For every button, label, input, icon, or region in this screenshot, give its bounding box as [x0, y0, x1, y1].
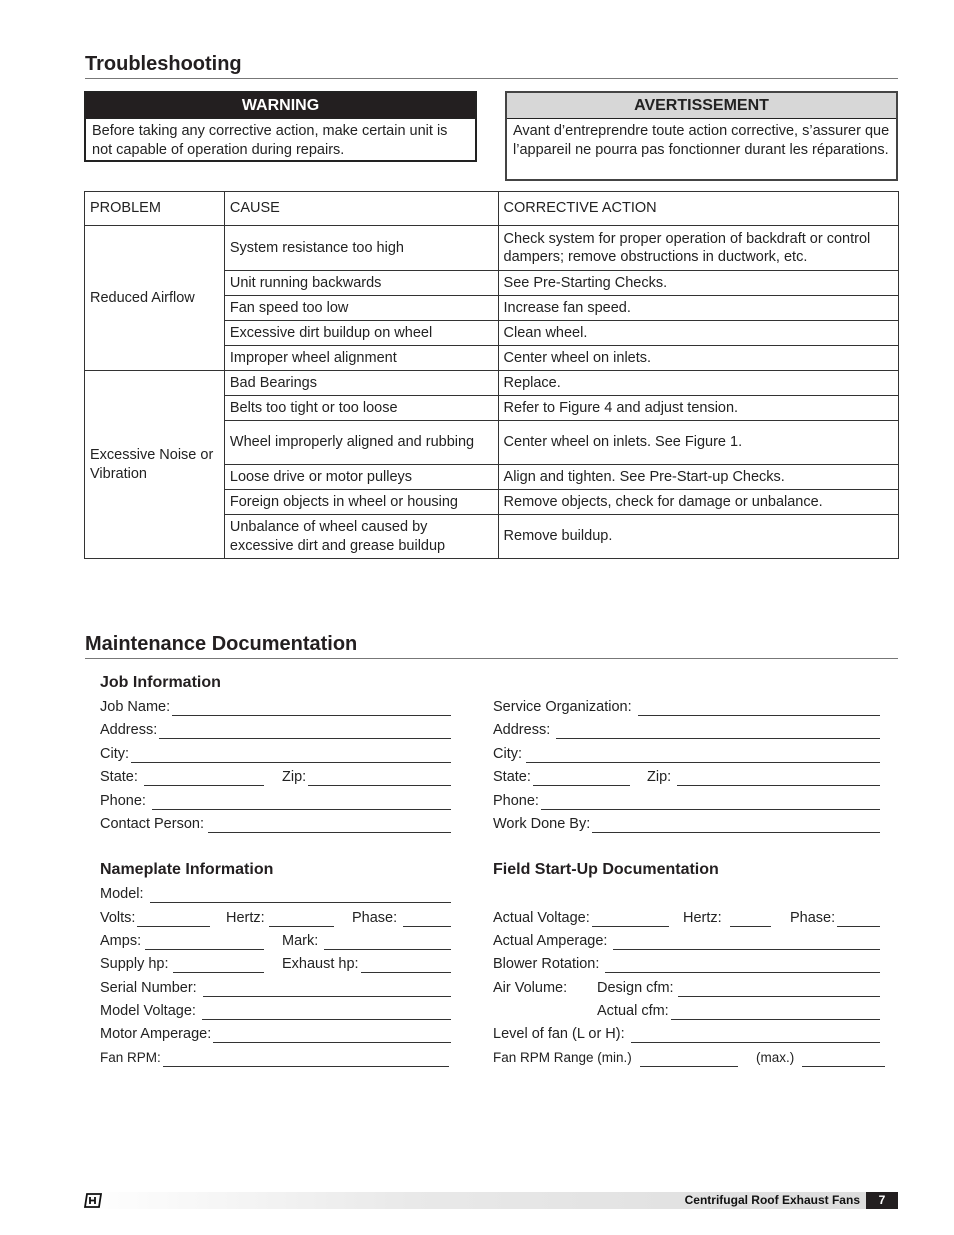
service-org-field[interactable]: [493, 698, 880, 716]
job-name-field[interactable]: [100, 698, 451, 716]
serial-field[interactable]: [100, 979, 451, 997]
motor-amperage-label: Motor Amperage:: [100, 1026, 212, 1042]
model-field[interactable]: [100, 885, 451, 903]
actual-voltage-field[interactable]: [493, 909, 669, 927]
cause-cell: Excessive dirt buildup on wheel: [224, 321, 498, 346]
work-done-field[interactable]: [493, 815, 880, 833]
fan-level-label: Level of fan (L or H):: [493, 1026, 625, 1042]
job-zip-label: Zip:: [282, 769, 307, 785]
job-address-label: Address:: [100, 722, 158, 738]
job-contact-field[interactable]: [100, 815, 451, 833]
cause-cell: Unit running backwards: [224, 271, 498, 296]
blower-rotation-label: Blower Rotation:: [493, 956, 600, 972]
field-phase-label: Phase:: [790, 910, 836, 926]
hertz-field[interactable]: [226, 909, 334, 927]
field-phase-field[interactable]: [790, 909, 880, 927]
table-row: [85, 226, 899, 271]
action-cell: Clean wheel.: [498, 321, 898, 346]
header-cause: CAUSE: [224, 192, 498, 226]
service-phone-label: Phone:: [493, 793, 539, 809]
model-voltage-label: Model Voltage:: [100, 1003, 196, 1019]
avertissement-box: [505, 91, 898, 181]
supply-hp-field[interactable]: [100, 955, 264, 973]
action-cell: See Pre-Starting Checks.: [498, 271, 898, 296]
avertissement-header: AVERTISSEMENT: [507, 93, 896, 118]
volts-field[interactable]: [100, 909, 210, 927]
volts-label: Volts:: [100, 910, 136, 926]
warning-header: WARNING: [86, 93, 475, 118]
action-cell: Refer to Figure 4 and adjust tension.: [498, 396, 898, 421]
service-zip-field[interactable]: [647, 768, 880, 786]
job-name-label: Job Name:: [100, 699, 171, 715]
action-cell: Center wheel on inlets.: [498, 346, 898, 371]
model-voltage-field[interactable]: [100, 1002, 451, 1020]
actual-cfm-label: Actual cfm:: [597, 1003, 669, 1019]
problem-cell: Excessive Noise or Vibration: [85, 371, 225, 559]
cause-cell: Fan speed too low: [224, 296, 498, 321]
cause-cell: Wheel improperly aligned and rubbing: [224, 421, 498, 465]
job-state-label: State:: [100, 769, 138, 785]
service-address-label: Address:: [493, 722, 551, 738]
service-city-label: City:: [493, 746, 522, 762]
cause-cell: Loose drive or motor pulleys: [224, 465, 498, 490]
header-problem: PROBLEM: [85, 192, 225, 226]
design-cfm-label: Design cfm:: [597, 980, 674, 996]
actual-cfm-field[interactable]: [597, 1002, 880, 1020]
field-hertz-field[interactable]: [683, 909, 771, 927]
serial-label: Serial Number:: [100, 980, 197, 996]
brand-logo-icon: [84, 1193, 102, 1208]
exhaust-hp-field[interactable]: [282, 955, 451, 973]
job-zip-field[interactable]: [282, 768, 451, 786]
action-cell: Increase fan speed.: [498, 296, 898, 321]
action-cell: Replace.: [498, 371, 898, 396]
service-state-field[interactable]: [493, 768, 630, 786]
model-label: Model:: [100, 886, 144, 902]
cause-cell: Unbalance of wheel caused by excessive dirt and grease buildup: [224, 515, 498, 559]
mark-label: Mark:: [282, 933, 319, 949]
amps-field[interactable]: [100, 932, 264, 950]
cause-cell: Improper wheel alignment: [224, 346, 498, 371]
table-row: [85, 371, 899, 396]
problem-cell: Reduced Airflow: [85, 226, 225, 371]
fan-level-field[interactable]: [493, 1025, 880, 1043]
cause-cell: Foreign objects in wheel or housing: [224, 490, 498, 515]
amps-label: Amps:: [100, 933, 142, 949]
warning-text: Before taking any corrective action, make certain unit is not capable of operation during repairs.: [86, 118, 475, 162]
action-cell: Check system for proper operation of backdraft or control dampers; remove obstructions in ductwork, etc.: [498, 226, 898, 271]
service-phone-field[interactable]: [493, 792, 880, 810]
troubleshooting-title: Troubleshooting: [85, 52, 898, 79]
service-city-field[interactable]: [493, 745, 880, 763]
phase-field[interactable]: [352, 909, 451, 927]
job-state-field[interactable]: [100, 768, 264, 786]
service-org-label: Service Organization:: [493, 699, 632, 715]
cause-cell: Belts too tight or too loose: [224, 396, 498, 421]
rpm-range-min-field[interactable]: [493, 1049, 738, 1067]
supply-hp-label: Supply hp:: [100, 956, 169, 972]
service-address-field[interactable]: [493, 721, 880, 739]
job-city-field[interactable]: [100, 745, 451, 763]
actual-voltage-label: Actual Voltage:: [493, 910, 590, 926]
action-cell: Center wheel on inlets. See Figure 1.: [498, 421, 898, 465]
service-zip-label: Zip:: [647, 769, 672, 785]
action-cell: Remove objects, check for damage or unbalance.: [498, 490, 898, 515]
phase-label: Phase:: [352, 910, 398, 926]
action-cell: Align and tighten. See Pre-Start-up Checks.: [498, 465, 898, 490]
job-info-title: Job Information: [100, 674, 221, 691]
hertz-label: Hertz:: [226, 910, 265, 926]
table-header-row: [85, 192, 899, 226]
page-number: 7: [866, 1192, 898, 1209]
job-contact-label: Contact Person:: [100, 816, 204, 832]
field-startup-title: Field Start-Up Documentation: [493, 861, 719, 878]
rpm-range-max-field[interactable]: [756, 1049, 885, 1067]
job-address-field[interactable]: [100, 721, 451, 739]
avertissement-text: Avant d’entreprendre toute action corrective, s’assurer que l’appareil ne pourra pas fonctionner durant les réparations.: [507, 118, 896, 162]
cause-cell: System resistance too high: [224, 226, 498, 271]
cause-cell: Bad Bearings: [224, 371, 498, 396]
motor-amperage-field[interactable]: [100, 1025, 451, 1043]
job-phone-label: Phone:: [100, 793, 146, 809]
footer-title: Centrifugal Roof Exhaust Fans: [684, 1193, 860, 1207]
blower-rotation-field[interactable]: [493, 955, 880, 973]
fan-rpm-label: Fan RPM:: [100, 1050, 161, 1065]
action-cell: Remove buildup.: [498, 515, 898, 559]
design-cfm-field[interactable]: [597, 979, 880, 997]
rpm-range-label: Fan RPM Range (min.): [493, 1050, 632, 1065]
mark-field[interactable]: [282, 932, 451, 950]
exhaust-hp-label: Exhaust hp:: [282, 956, 359, 972]
warning-box: [84, 91, 477, 162]
work-done-label: Work Done By:: [493, 816, 591, 832]
maintenance-title: Maintenance Documentation: [85, 632, 898, 659]
actual-amperage-field[interactable]: [493, 932, 880, 950]
job-phone-field[interactable]: [100, 792, 451, 810]
air-volume-label: Air Volume:: [493, 980, 568, 996]
rpm-range-max-label: (max.): [756, 1050, 795, 1065]
fan-rpm-field[interactable]: [100, 1049, 449, 1067]
service-state-label: State:: [493, 769, 531, 785]
troubleshooting-table: [84, 191, 899, 559]
header-action: CORRECTIVE ACTION: [498, 192, 898, 226]
nameplate-title: Nameplate Information: [100, 861, 274, 878]
job-city-label: City:: [100, 746, 129, 762]
field-hertz-label: Hertz:: [683, 910, 722, 926]
footer-bar: [84, 1192, 898, 1209]
actual-amperage-label: Actual Amperage:: [493, 933, 608, 949]
